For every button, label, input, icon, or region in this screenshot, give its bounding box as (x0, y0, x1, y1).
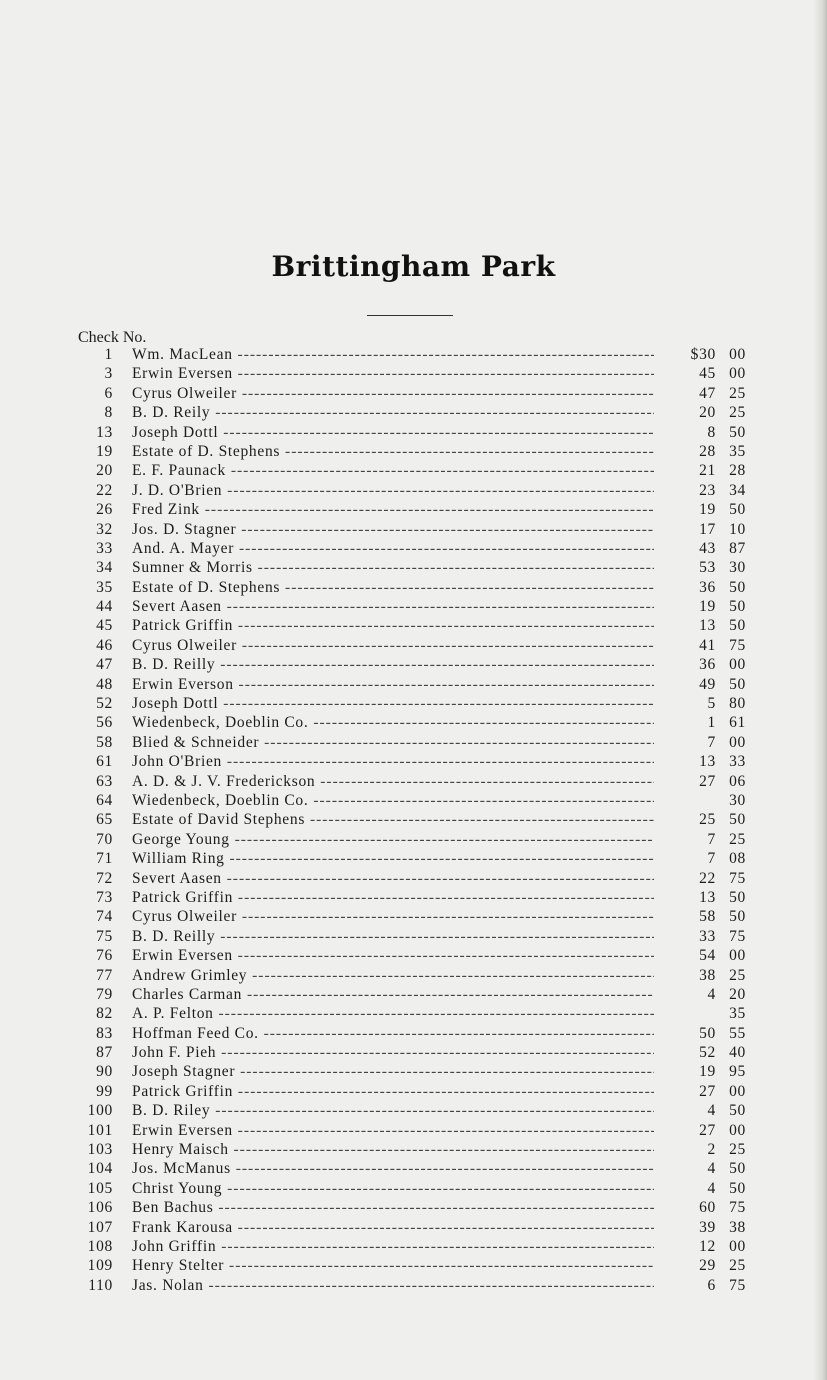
payee-name: Charles Carman ----- (132, 985, 654, 1004)
amount-cents: 28 (729, 462, 746, 480)
payee-name: B. D. Riley ----- (132, 1101, 654, 1120)
amount-dollars: 8 (707, 423, 716, 441)
check-number: 13 (96, 423, 113, 441)
amount-dollars: 7 (707, 733, 716, 751)
check-number: 90 (96, 1063, 113, 1081)
amount-dollars: 27 (699, 772, 716, 790)
amount-cents: 20 (729, 985, 746, 1003)
payee-name: William Ring ----- (132, 849, 654, 868)
list-item (78, 1256, 750, 1275)
list-item (78, 1140, 750, 1159)
check-number: 109 (87, 1257, 113, 1275)
list-item (78, 1198, 750, 1217)
amount-cents: 61 (729, 714, 746, 732)
check-number: 75 (96, 927, 113, 945)
amount-cents: 35 (729, 1005, 746, 1023)
amount-cents: 35 (729, 442, 746, 460)
check-number: 76 (96, 947, 113, 965)
amount-cents: 75 (729, 869, 746, 887)
list-item (78, 384, 750, 403)
amount-cents: 00 (729, 365, 746, 383)
amount-cents: 30 (729, 791, 746, 809)
payee-name: Erwin Eversen ----- (132, 364, 654, 383)
amount-cents: 50 (729, 423, 746, 441)
payee-name: Andrew Grimley ----- (132, 966, 654, 985)
list-item (78, 830, 750, 849)
amount-dollars: 53 (699, 559, 716, 577)
list-item (78, 1082, 750, 1101)
payee-name: Cyrus Olweiler ----- (132, 907, 654, 926)
check-number: 44 (96, 598, 113, 616)
payee-name: Severt Aasen ----- (132, 597, 654, 616)
amount-cents: 00 (729, 947, 746, 965)
amount-cents: 30 (729, 559, 746, 577)
check-number: 87 (96, 1044, 113, 1062)
amount-dollars: 19 (699, 598, 716, 616)
amount-dollars: 13 (699, 753, 716, 771)
amount-dollars: 39 (699, 1218, 716, 1236)
amount-dollars: 50 (699, 1024, 716, 1042)
list-item (78, 1218, 750, 1237)
amount-dollars: 27 (699, 1121, 716, 1139)
amount-dollars: 19 (699, 501, 716, 519)
payee-name: Erwin Eversen ----- (132, 946, 654, 965)
payee-name: Wiedenbeck, Doeblin Co. ----- (132, 713, 654, 732)
amount-dollars: 4 (707, 1102, 716, 1120)
list-item (78, 791, 750, 810)
amount-cents: 25 (729, 1141, 746, 1159)
amount-dollars: 25 (699, 811, 716, 829)
amount-dollars: 38 (699, 966, 716, 984)
amount-dollars: 23 (699, 481, 716, 499)
payee-name: J. D. O'Brien ----- (132, 481, 654, 500)
amount-cents: 25 (729, 1257, 746, 1275)
list-item (78, 403, 750, 422)
check-number: 22 (96, 481, 113, 499)
check-number: 35 (96, 578, 113, 596)
list-item (78, 888, 750, 907)
list-item (78, 1024, 750, 1043)
amount-cents: 33 (729, 753, 746, 771)
amount-cents: 00 (729, 1121, 746, 1139)
amount-dollars: 21 (699, 462, 716, 480)
title-rule (367, 315, 453, 316)
list-item (78, 520, 750, 539)
list-item (78, 1179, 750, 1198)
payee-name: Patrick Griffin ----- (132, 1082, 654, 1101)
payee-name: Ben Bachus ----- (132, 1198, 654, 1217)
check-number: 34 (96, 559, 113, 577)
check-number: 73 (96, 888, 113, 906)
check-number: 72 (96, 869, 113, 887)
list-item (78, 539, 750, 558)
entries-list (78, 345, 750, 1295)
amount-dollars: 17 (699, 520, 716, 538)
list-item (78, 597, 750, 616)
list-item (78, 1043, 750, 1062)
list-item (78, 1101, 750, 1120)
amount-dollars: 45 (699, 365, 716, 383)
list-item (78, 752, 750, 771)
check-number: 74 (96, 908, 113, 926)
payee-name: Jos. McManus ----- (132, 1159, 654, 1178)
amount-dollars: 4 (707, 1160, 716, 1178)
amount-cents: 75 (729, 636, 746, 654)
list-item (78, 907, 750, 926)
list-item (78, 616, 750, 635)
amount-cents: 00 (729, 656, 746, 674)
amount-cents: 34 (729, 481, 746, 499)
check-number: 79 (96, 985, 113, 1003)
payee-name: Hoffman Feed Co. ----- (132, 1024, 654, 1043)
check-number: 1 (104, 346, 113, 363)
amount-cents: 50 (729, 1179, 746, 1197)
check-number: 64 (96, 791, 113, 809)
payee-name: Sumner & Morris ----- (132, 558, 654, 577)
check-number: 106 (87, 1199, 113, 1217)
amount-cents: 10 (729, 520, 746, 538)
payee-name: Jos. D. Stagner ----- (132, 520, 654, 539)
amount-dollars: 13 (699, 888, 716, 906)
amount-dollars: 60 (699, 1199, 716, 1217)
amount-dollars: 12 (699, 1237, 716, 1255)
list-item (78, 675, 750, 694)
amount-cents: 25 (729, 384, 746, 402)
check-number: 45 (96, 617, 113, 635)
amount-cents: 25 (729, 830, 746, 848)
amount-cents: 50 (729, 811, 746, 829)
amount-dollars: 5 (707, 695, 716, 713)
payee-name: A. D. & J. V. Frederickson ----- (132, 772, 654, 791)
check-number: 46 (96, 636, 113, 654)
list-item (78, 461, 750, 480)
check-number: 83 (96, 1024, 113, 1042)
payee-name: John F. Pieh ----- (132, 1043, 654, 1062)
check-number: 77 (96, 966, 113, 984)
payee-name: Estate of D. Stephens ----- (132, 578, 654, 597)
check-number: 20 (96, 462, 113, 480)
check-number: 47 (96, 656, 113, 674)
amount-dollars: 47 (699, 384, 716, 402)
list-item (78, 927, 750, 946)
list-item (78, 636, 750, 655)
list-item (78, 869, 750, 888)
amount-dollars: 2 (707, 1141, 716, 1159)
payee-name: B. D. Reilly ----- (132, 655, 654, 674)
payee-name: Frank Karousa ----- (132, 1218, 654, 1237)
check-number: 63 (96, 772, 113, 790)
list-item (78, 500, 750, 519)
list-item (78, 1159, 750, 1178)
amount-dollars: 13 (699, 617, 716, 635)
amount-dollars: 33 (699, 927, 716, 945)
amount-dollars: 36 (699, 656, 716, 674)
amount-dollars: 43 (699, 539, 716, 557)
list-item (78, 578, 750, 597)
list-item (78, 1004, 750, 1023)
list-item (78, 481, 750, 500)
amount-dollars: 4 (707, 985, 716, 1003)
amount-cents: 50 (729, 908, 746, 926)
check-number: 52 (96, 695, 113, 713)
payee-name: John O'Brien ----- (132, 752, 654, 771)
list-item (78, 558, 750, 577)
payee-name: Henry Maisch ----- (132, 1140, 654, 1159)
check-number: 82 (96, 1005, 113, 1023)
amount-dollars: 27 (699, 1082, 716, 1100)
amount-cents: 87 (729, 539, 746, 557)
amount-dollars: 54 (699, 947, 716, 965)
check-number: 33 (96, 539, 113, 557)
amount-dollars: 22 (699, 869, 716, 887)
amount-cents: 38 (729, 1218, 746, 1236)
check-number: 32 (96, 520, 113, 538)
payee-name: Patrick Griffin ----- (132, 888, 654, 907)
amount-cents: 50 (729, 888, 746, 906)
amount-cents: 06 (729, 772, 746, 790)
list-item (78, 1276, 750, 1295)
amount-cents: 75 (729, 927, 746, 945)
amount-cents: 00 (729, 346, 746, 363)
payee-name: B. D. Reily ----- (132, 403, 654, 422)
amount-cents: 95 (729, 1063, 746, 1081)
list-item (78, 946, 750, 965)
check-number: 19 (96, 442, 113, 460)
amount-dollars: 41 (699, 636, 716, 654)
amount-dollars: 7 (707, 830, 716, 848)
list-item (78, 713, 750, 732)
payee-name: Cyrus Olweiler ----- (132, 384, 654, 403)
check-number: 56 (96, 714, 113, 732)
check-number: 108 (87, 1237, 113, 1255)
list-item (78, 966, 750, 985)
list-item (78, 1237, 750, 1256)
amount-dollars: $30 (690, 346, 716, 363)
payee-name: And. A. Mayer ----- (132, 539, 654, 558)
amount-cents: 50 (729, 1160, 746, 1178)
check-number: 105 (87, 1179, 113, 1197)
amount-cents: 50 (729, 1102, 746, 1120)
payee-name: E. F. Paunack ----- (132, 461, 654, 480)
check-number: 110 (88, 1276, 113, 1294)
payee-name: John Griffin ----- (132, 1237, 654, 1256)
payee-name: Estate of David Stephens ----- (132, 810, 654, 829)
check-number: 61 (96, 753, 113, 771)
amount-dollars: 52 (699, 1044, 716, 1062)
check-number: 58 (96, 733, 113, 751)
amount-cents: 00 (729, 1082, 746, 1100)
payee-name: Erwin Eversen ----- (132, 1121, 654, 1140)
list-item (78, 985, 750, 1004)
check-number: 107 (87, 1218, 113, 1236)
check-number: 6 (104, 384, 113, 402)
column-header: Check No. (78, 329, 147, 346)
amount-cents: 00 (729, 1237, 746, 1255)
amount-dollars: 58 (699, 908, 716, 926)
amount-cents: 50 (729, 675, 746, 693)
check-number: 8 (104, 404, 113, 422)
amount-cents: 08 (729, 850, 746, 868)
amount-cents: 25 (729, 404, 746, 422)
amount-cents: 80 (729, 695, 746, 713)
check-number: 99 (96, 1082, 113, 1100)
list-item (78, 1121, 750, 1140)
payee-name: Jas. Nolan ----- (132, 1276, 654, 1295)
check-number: 26 (96, 501, 113, 519)
payee-name: George Young ----- (132, 830, 654, 849)
check-number: 71 (96, 850, 113, 868)
check-number: 104 (87, 1160, 113, 1178)
payee-name: Wiedenbeck, Doeblin Co. ----- (132, 791, 654, 810)
check-number: 101 (87, 1121, 113, 1139)
check-number: 65 (96, 811, 113, 829)
list-item (78, 423, 750, 442)
amount-dollars: 36 (699, 578, 716, 596)
check-number: 48 (96, 675, 113, 693)
amount-cents: 50 (729, 578, 746, 596)
amount-cents: 75 (729, 1199, 746, 1217)
payee-name: B. D. Reilly ----- (132, 927, 654, 946)
page-edge (813, 0, 827, 1380)
check-number: 103 (87, 1141, 113, 1159)
check-number: 70 (96, 830, 113, 848)
payee-name: Joseph Stagner ----- (132, 1062, 654, 1081)
amount-cents: 55 (729, 1024, 746, 1042)
check-number: 3 (104, 365, 113, 383)
page-title: Brittingham Park (271, 250, 556, 283)
payee-name: Erwin Everson ----- (132, 675, 654, 694)
payee-name: Patrick Griffin ----- (132, 616, 654, 635)
list-item (78, 442, 750, 461)
list-item (78, 364, 750, 383)
payee-name: Estate of D. Stephens ----- (132, 442, 654, 461)
payee-name: Henry Stelter ----- (132, 1256, 654, 1275)
amount-dollars: 6 (707, 1276, 716, 1294)
payee-name: Fred Zink ----- (132, 500, 654, 519)
list-item (78, 694, 750, 713)
amount-cents: 25 (729, 966, 746, 984)
list-item (78, 655, 750, 674)
amount-cents: 50 (729, 598, 746, 616)
payee-name: Blied & Schneider ----- (132, 733, 654, 752)
amount-cents: 00 (729, 733, 746, 751)
amount-cents: 40 (729, 1044, 746, 1062)
list-item (78, 772, 750, 791)
amount-cents: 75 (729, 1276, 746, 1294)
amount-cents: 50 (729, 617, 746, 635)
amount-dollars: 49 (699, 675, 716, 693)
amount-dollars: 28 (699, 442, 716, 460)
list-item (78, 733, 750, 752)
amount-dollars: 7 (707, 850, 716, 868)
payee-name: Wm. MacLean ----- (132, 345, 654, 364)
payee-name: Joseph Dottl ----- (132, 694, 654, 713)
amount-dollars: 19 (699, 1063, 716, 1081)
amount-dollars: 20 (699, 404, 716, 422)
list-item (78, 810, 750, 829)
amount-dollars: 4 (707, 1179, 716, 1197)
list-item (78, 1062, 750, 1081)
amount-dollars: 1 (707, 714, 716, 732)
list-item (78, 849, 750, 868)
payee-name: Christ Young ----- (132, 1179, 654, 1198)
amount-cents: 50 (729, 501, 746, 519)
amount-dollars: 29 (699, 1257, 716, 1275)
list-item (78, 345, 750, 364)
payee-name: Cyrus Olweiler ----- (132, 636, 654, 655)
payee-name: Joseph Dottl ----- (132, 423, 654, 442)
check-number: 100 (87, 1102, 113, 1120)
payee-name: A. P. Felton ----- (132, 1004, 654, 1023)
payee-name: Severt Aasen ----- (132, 869, 654, 888)
